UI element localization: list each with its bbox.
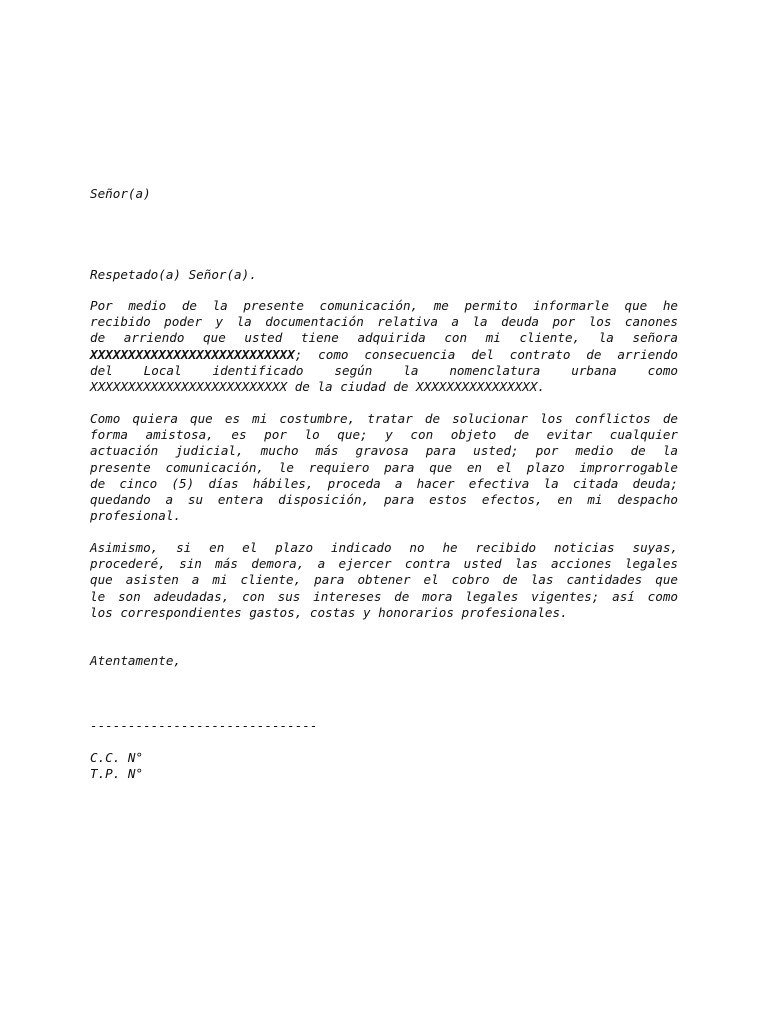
paragraph-line: de cinco (5) días hábiles, proceda a hacer efectiva la citada deuda; — [90, 475, 678, 491]
paragraph-debt-notice — [90, 298, 678, 395]
paragraph-line: presente comunicación, le requiero para que en el plazo improrrogable — [90, 459, 678, 475]
salutation: Señor(a) — [90, 186, 151, 201]
paragraph-line: que asisten a mi cliente, para obtener el cobro de las cantidades que — [90, 572, 678, 588]
paragraph-amicable-request — [90, 411, 678, 524]
paragraph-line: Asimismo, si en el plazo indicado no he recibido noticias suyas, — [90, 540, 678, 555]
paragraph-line: quedando a su entera disposición, para estos efectos, en mi despacho — [90, 492, 678, 508]
paragraph-line: de arriendo que usted tiene adquirida con mi cliente, la señora — [90, 330, 678, 346]
id-number-label: C.C. N° — [90, 750, 144, 765]
paragraph-line: Por medio de la presente comunicación, me permito informarle que he — [90, 298, 678, 313]
client-name-placeholder: XXXXXXXXXXXXXXXXXXXXXXXXXXX — [90, 346, 295, 362]
paragraph-line: del Local identificado según la nomenclatura urbana como — [90, 362, 678, 378]
paragraph-line: procederé, sin más demora, a ejercer contra usted las acciones legales — [90, 556, 678, 572]
paragraph-legal-warning — [90, 540, 678, 621]
paragraph-line: forma amistosa, es por lo que; y con objeto de evitar cualquier — [90, 427, 678, 443]
signature-line: ------------------------------ — [90, 718, 318, 733]
paragraph-line: profesional. — [90, 508, 181, 524]
paragraph-line: le son adeudadas, con sus intereses de mora legales vigentes; así como — [90, 588, 678, 604]
paragraph-line: XXXXXXXXXXXXXXXXXXXXXXXXXX de la ciudad de XXXXXXXXXXXXXXXX. — [90, 379, 545, 395]
paragraph-line: Como quiera que es mi costumbre, tratar de solucionar los conflictos de — [90, 411, 678, 426]
paragraph-line: los correspondientes gastos, costas y honorarios profesionales. — [90, 604, 568, 620]
paragraph-line-mixed — [90, 347, 678, 363]
closing: Atentamente, — [90, 653, 181, 668]
paragraph-line-rest: ; como consecuencia del contrato de arriendo — [294, 346, 678, 362]
paragraph-line: recibido poder y la documentación relativa a la deuda por los canones — [90, 314, 678, 330]
paragraph-line: actuación judicial, mucho más gravosa para usted; por medio de la — [90, 443, 678, 459]
professional-card-label: T.P. N° — [90, 766, 144, 781]
greeting: Respetado(a) Señor(a). — [90, 267, 257, 282]
